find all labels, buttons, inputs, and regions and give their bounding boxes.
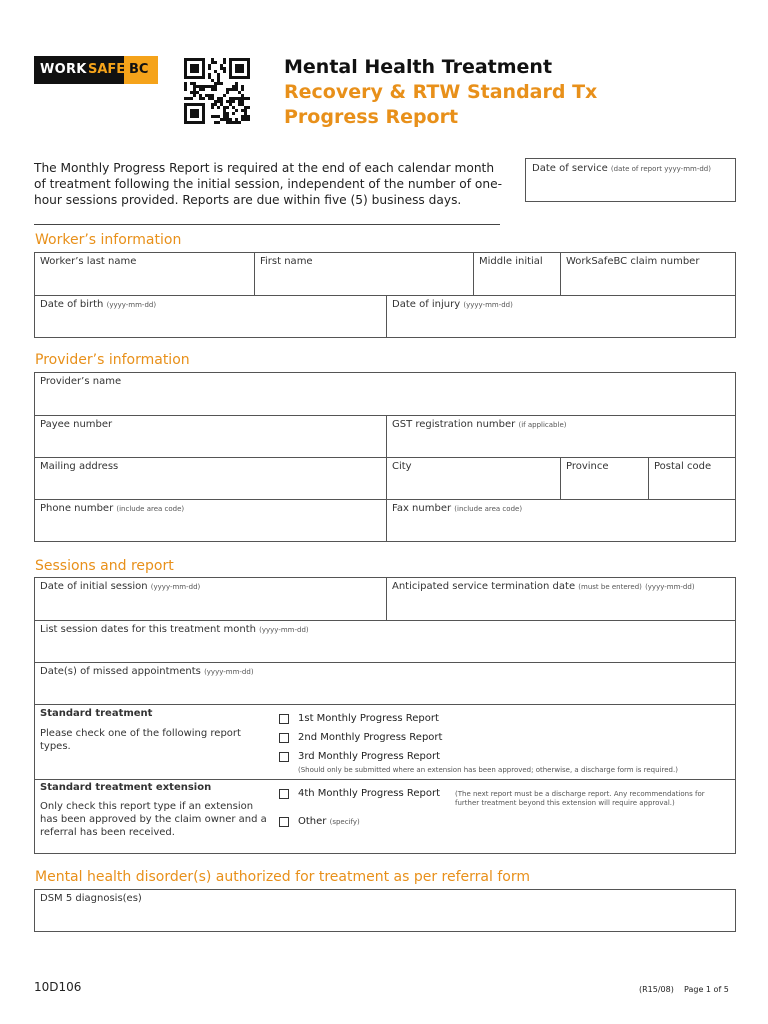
termination-date-hint1: (must be entered) [578,583,642,591]
claim-number-label: WorkSafeBC claim number [566,256,700,267]
session-dates-hint: (yyyy-mm-dd) [259,626,309,634]
fax-number-field[interactable] [386,499,735,541]
mailing-address-label: Mailing address [40,461,119,472]
intro-divider [34,224,500,225]
other-report-hint: (specify) [329,818,360,826]
province-label: Province [566,461,609,472]
workers-last-name-field[interactable] [35,253,254,295]
middle-initial-field[interactable] [473,253,560,295]
other-report-checkbox[interactable] [279,817,289,827]
second-report-label: 2nd Monthly Progress Report [298,732,443,743]
third-report-checkbox[interactable] [279,752,289,762]
first-report-checkbox[interactable] [279,714,289,724]
treatment-extension-desc: Only check this report type if an extension has been approved by the claim owner and a referral has been received. [40,801,267,838]
qr-code-icon [184,56,250,126]
treatment-extension-row [35,779,735,853]
page-number: Page 1 of 5 [684,985,729,994]
third-report-label: 3rd Monthly Progress Report [298,751,441,762]
provider-info-table [34,372,736,542]
dsm-diagnosis-field[interactable] [34,889,736,932]
first-report-label: 1st Monthly Progress Report [298,713,439,724]
phone-number-field[interactable] [35,499,386,541]
mailing-address-field[interactable] [35,457,386,499]
initial-session-hint: (yyyy-mm-dd) [150,583,201,591]
treatment-extension-title: Standard treatment extension [40,782,212,793]
standard-treatment-desc: Please check one of the following report types. [40,728,241,752]
sessions-report-heading: Sessions and report [35,558,174,574]
intro-paragraph: The Monthly Progress Report is required at the end of each calendar month of treatment following the initial session, independent of the number of one-hour sessions provided. Reports are due within five (5) business days. [34,161,502,207]
sessions-report-table [34,577,736,854]
city-field[interactable] [386,457,560,499]
middle-initial-label: Middle initial [479,256,543,267]
second-report-checkbox[interactable] [279,733,289,743]
logo-safe-text: SAFE [88,62,126,77]
gst-number-field[interactable] [386,415,735,457]
city-label: City [392,461,412,472]
date-of-birth-field[interactable] [35,295,386,337]
date-of-service-field[interactable] [525,158,736,202]
initial-session-field[interactable] [35,578,386,620]
missed-appointments-field[interactable] [35,662,735,704]
workers-info-heading: Worker’s information [35,232,182,248]
other-report-label: Other [298,816,327,827]
date-of-injury-hint: (yyyy-mm-dd) [463,301,513,309]
initial-session-label: Date of initial session [40,581,148,592]
first-name-label: First name [260,256,313,267]
form-number: 10D106 [34,980,82,994]
missed-appointments-hint: (yyyy-mm-dd) [204,668,254,676]
provider-name-label: Provider’s name [40,376,122,387]
session-dates-field[interactable] [35,620,735,662]
form-title-line2: Recovery & RTW Standard Tx [284,81,598,103]
provider-name-field[interactable] [35,373,735,415]
worksafebc-logo [34,56,158,84]
fax-number-label: Fax number [392,503,452,514]
third-report-note: (Should only be submitted where an extension has been approved; otherwise, a discharge form is required.) [298,766,678,774]
fourth-report-note: (The next report must be a discharge report. Any recommendations for further treatment beyond this extension will require approval.) [455,790,705,807]
date-of-injury-label: Date of injury [392,299,461,310]
logo-work-text: WORK [40,62,87,77]
fourth-report-label: 4th Monthly Progress Report [298,788,441,799]
workers-info-table [34,252,736,338]
fax-number-hint: (include area code) [454,505,523,513]
termination-date-field[interactable] [386,578,735,620]
session-dates-label: List session dates for this treatment month [40,624,256,635]
date-of-service-label: Date of service [532,163,608,174]
first-name-field[interactable] [254,253,473,295]
date-of-service-hint: (date of report yyyy-mm-dd) [610,165,711,173]
payee-number-label: Payee number [40,419,113,430]
standard-treatment-title: Standard treatment [40,708,153,719]
phone-number-label: Phone number [40,503,114,514]
dsm-diagnosis-label: DSM 5 diagnosis(es) [40,893,142,904]
postal-code-field[interactable] [648,457,735,499]
standard-treatment-row [35,704,735,779]
logo-bc-text: BC [129,62,149,77]
disorders-heading: Mental health disorder(s) authorized for treatment as per referral form [35,869,530,885]
provider-info-heading: Provider’s information [35,352,190,368]
fourth-report-checkbox[interactable] [279,789,289,799]
termination-date-label: Anticipated service termination date [392,581,576,592]
missed-appointments-label: Date(s) of missed appointments [40,666,201,677]
workers-last-name-label: Worker’s last name [40,256,137,267]
termination-date-hint2: (yyyy-mm-dd) [645,583,695,591]
date-of-birth-label: Date of birth [40,299,104,310]
revision-code: (R15/08) [639,985,674,994]
payee-number-field[interactable] [35,415,386,457]
postal-code-label: Postal code [654,461,712,472]
gst-number-hint: (if applicable) [518,421,567,429]
date-of-injury-field[interactable] [386,295,735,337]
province-field[interactable] [560,457,648,499]
form-title-line1: Mental Health Treatment [284,56,553,78]
gst-number-label: GST registration number [392,419,516,430]
date-of-birth-hint: (yyyy-mm-dd) [106,301,157,309]
claim-number-field[interactable] [560,253,735,295]
phone-number-hint: (include area code) [116,505,185,513]
form-title-line3: Progress Report [284,106,459,128]
